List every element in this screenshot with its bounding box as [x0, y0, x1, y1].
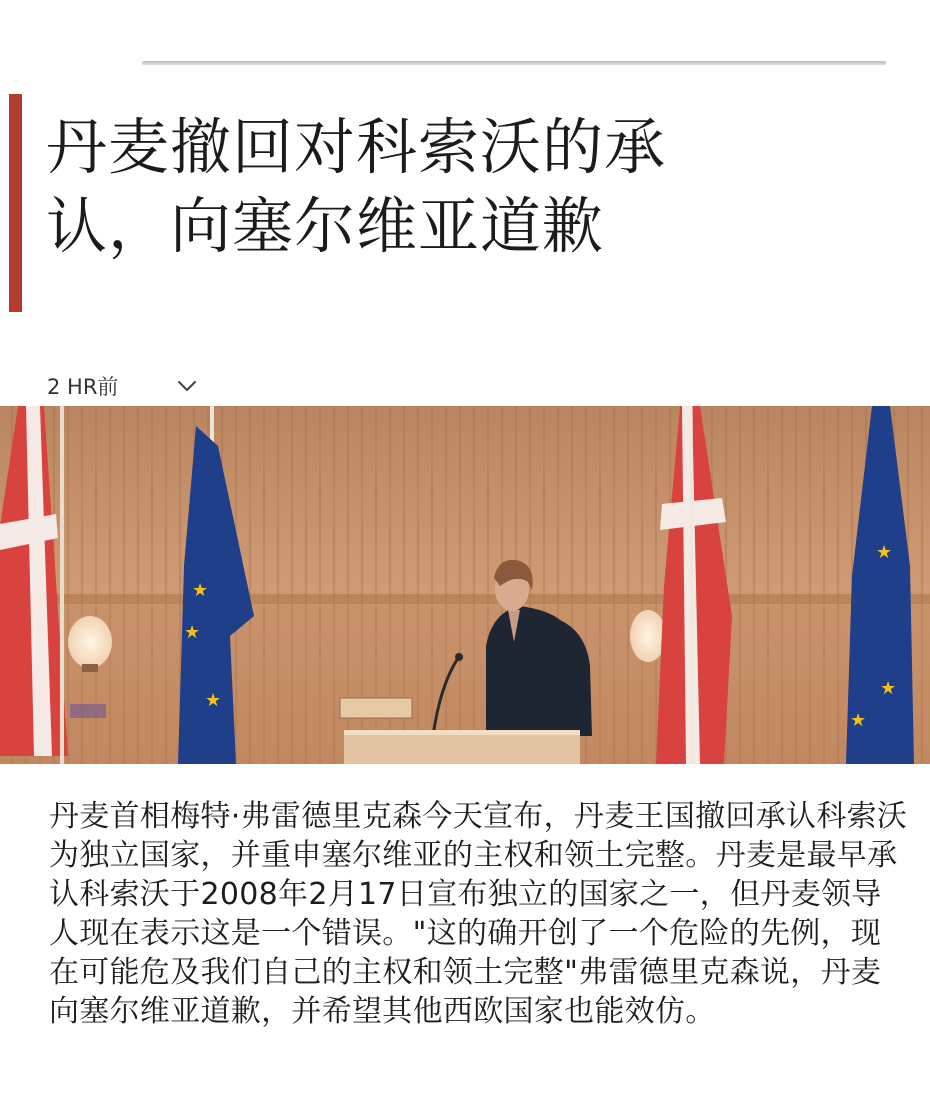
article-timestamp: 2 HR前	[47, 375, 119, 399]
wall-rail	[0, 594, 930, 604]
wall-sign	[340, 698, 412, 718]
podium	[344, 730, 580, 764]
article-title: 丹麦撤回对科索沃的承认，向塞尔维亚道歉	[46, 112, 667, 262]
top-divider	[142, 61, 886, 65]
svg-text:★: ★	[880, 678, 897, 699]
article-body: 丹麦首相梅特·弗雷德里克森今天宣布，丹麦王国撤回承认科索沃为独立国家，并重申塞尔维亚的主权和领土完整。丹麦是最早承认科索沃于2008年2月17日宣布独立的国家之一，但丹麦领导人现在表示这是一个错误。"这的确开创了一个危险的先例，现在可能危及我们自己的主权和领土完整"弗雷德里克森说，丹麦向塞尔维亚道歉，并希望其他西欧国家也能效仿。	[49, 799, 908, 1029]
article-meta	[47, 371, 198, 401]
wall-lamp-right	[630, 610, 666, 662]
svg-text:★: ★	[184, 622, 201, 643]
chevron-down-icon[interactable]	[176, 375, 198, 397]
svg-text:★: ★	[850, 710, 867, 731]
svg-text:★: ★	[876, 542, 893, 563]
svg-text:★: ★	[192, 580, 209, 601]
article-photo	[0, 406, 930, 764]
wall-lamp-left	[68, 616, 112, 668]
headline-accent-bar	[9, 94, 22, 312]
svg-text:★: ★	[205, 690, 222, 711]
press-conference-photo	[0, 406, 930, 764]
